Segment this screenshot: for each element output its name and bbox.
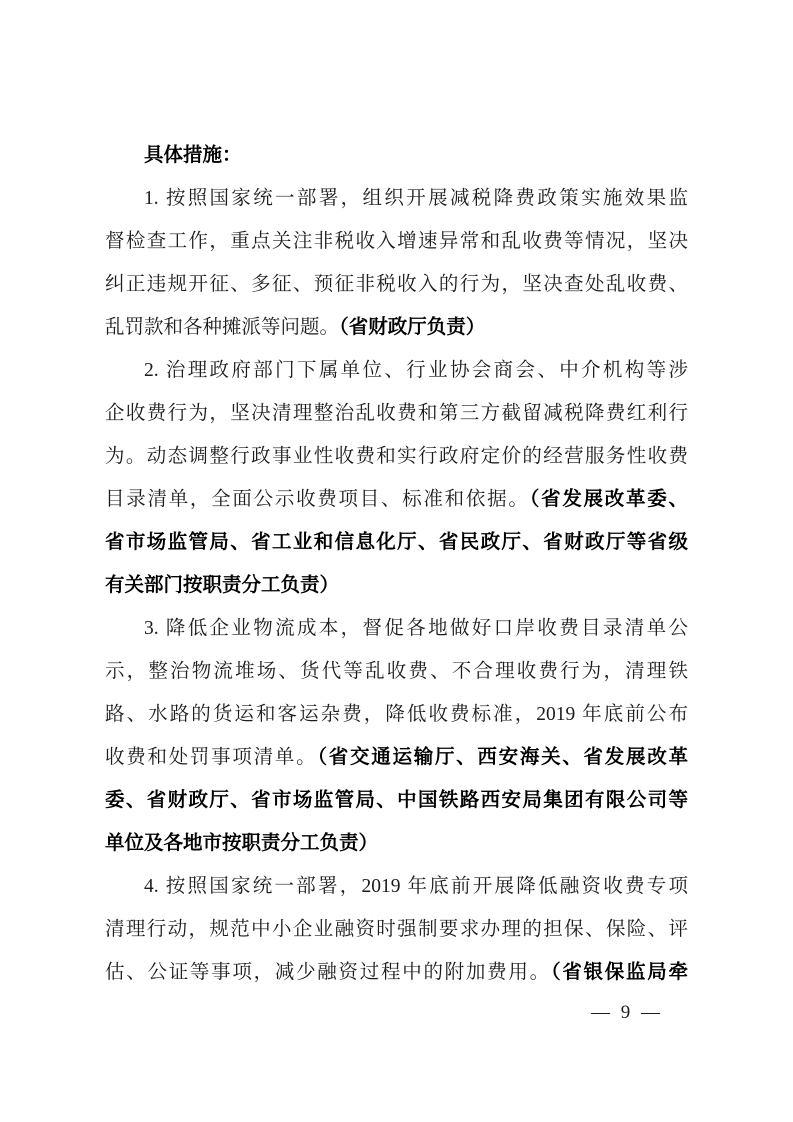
body-text: 2. 治理政府部门下属单位、行业协会商会、中介机构等涉: [144, 360, 688, 381]
responsible-party-text: 单位及各地市按职责分工负责）: [105, 833, 379, 854]
body-text: 乱罚款和各种摊派等问题。: [105, 317, 340, 338]
responsible-party-text: （省银保监局牵: [550, 962, 688, 983]
text-line: [105, 177, 688, 220]
body-text: 4. 按照国家统一部署，2019 年底前开展降低融资收费专项: [144, 876, 688, 897]
text-line: [105, 564, 688, 607]
text-line: [105, 822, 688, 865]
text-line: [105, 306, 688, 349]
body-text: 估、公证等事项，减少融资过程中的附加费用。: [105, 962, 551, 983]
text-line: [105, 779, 688, 822]
body-text: 收费和处罚事项清单。: [105, 747, 318, 768]
body-text: 1. 按照国家统一部署，组织开展减税降费政策实施效果监: [144, 188, 688, 209]
body-text: 3. 降低企业物流成本，督促各地做好口岸收费目录清单公: [144, 618, 688, 639]
responsible-party-text: 省市场监管局、省工业和信息化厅、省民政厅、省财政厅等省级: [105, 532, 688, 553]
responsible-party-text: （省财政厅负责）: [339, 317, 486, 338]
section-heading: [105, 134, 688, 177]
page-number: — 9 —: [591, 1002, 660, 1023]
responsible-party-text: 有关部门按职责分工负责）: [105, 575, 340, 596]
text-line: [105, 220, 688, 263]
responsible-party-text: （省发展改革委、: [529, 489, 688, 510]
text-line: [105, 607, 688, 650]
body-text: 纠正违规开征、多征、预征非税收入的行为，坚决查处乱收费、: [105, 274, 688, 295]
text-line: [105, 521, 688, 564]
body-text: 企收费行为，坚决清理整治乱收费和第三方截留减税降费红利行: [105, 403, 688, 424]
text-line: [105, 478, 688, 521]
text-line: [105, 736, 688, 779]
body-text: 示，整治物流堆场、货代等乱收费、不合理收费行为，清理铁: [105, 661, 688, 682]
document-body: [105, 134, 688, 994]
text-line: [105, 435, 688, 478]
body-text: 为。动态调整行政事业性收费和实行政府定价的经营服务性收费: [105, 446, 688, 467]
text-line: [105, 392, 688, 435]
text-line: [105, 263, 688, 306]
body-text: 督检查工作，重点关注非税收入增速异常和乱收费等情况，坚决: [105, 231, 688, 252]
text-line: [105, 865, 688, 908]
text-line: [105, 908, 688, 951]
body-text: 路、水路的货运和客运杂费，降低收费标准，2019 年底前公布: [105, 704, 688, 725]
body-text: 清理行动，规范中小企业融资时强制要求办理的担保、保险、评: [105, 919, 688, 940]
text-line: [105, 650, 688, 693]
text-line: [105, 951, 688, 994]
responsible-party-text: （省交通运输厅、西安海关、省发展改革: [317, 747, 688, 768]
body-text: 目录清单，全面公示收费项目、标准和依据。: [105, 489, 530, 510]
text-line: [105, 693, 688, 736]
text-line: [105, 349, 688, 392]
responsible-party-text: 具体措施：: [144, 145, 242, 166]
responsible-party-text: 委、省财政厅、省市场监管局、中国铁路西安局集团有限公司等: [105, 790, 688, 811]
